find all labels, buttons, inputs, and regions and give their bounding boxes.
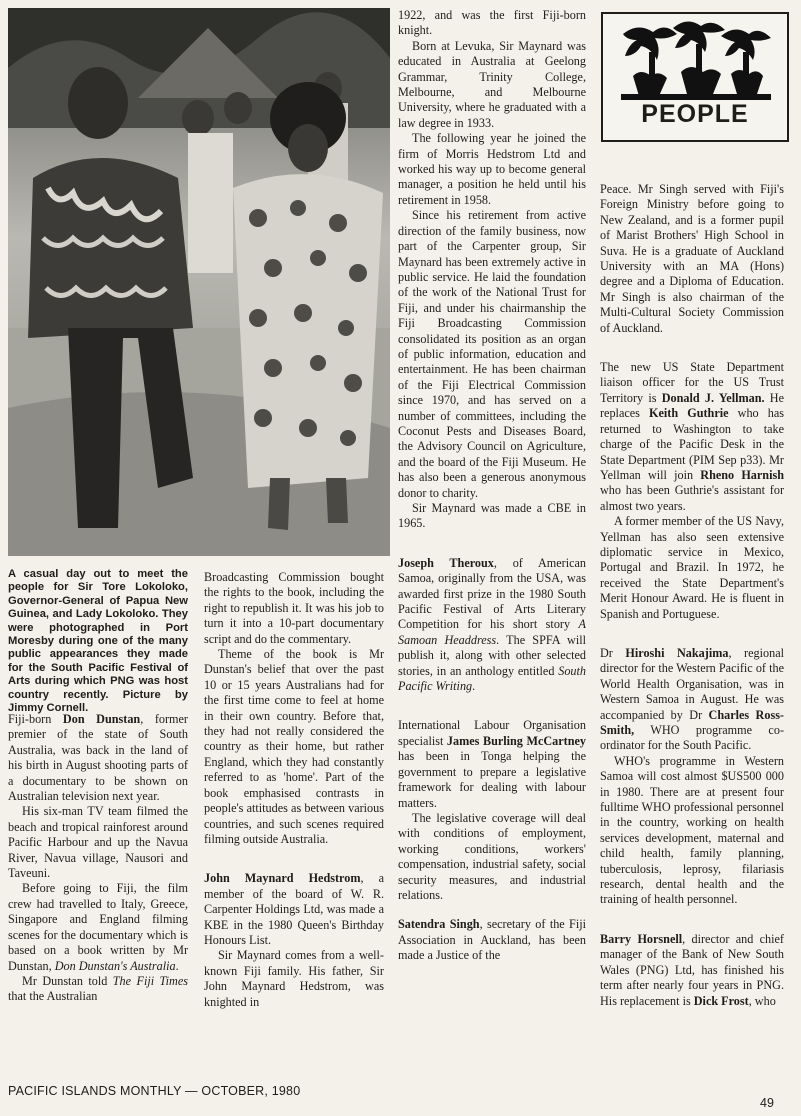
palm-trees-icon — [603, 14, 787, 104]
people-logo-text: PEOPLE — [641, 100, 749, 128]
nakajima-paragraph-1: Dr Hiroshi Nakajima, regional director for the Western Pacific of the World Health Organisation, was in Western Samoa in August. He was accompanied by Dr Charles Ross-Smith, WHO programme co-ordinator for the South Pacific. — [600, 645, 784, 753]
column-1-lower — [8, 712, 188, 1005]
horsnell-paragraph: Barry Horsnell, director and chief manager of the Bank of New South Wales (PNG) Ltd, has finished his term after nearly four years in PNG. His replacement is Dick Frost, who — [600, 931, 784, 1008]
hedstrom-paragraph-5: The following year he joined the firm of Morris Hedstrom Ltd and worked his way up to become general manager, a position he held until his retirement in 1958. — [398, 131, 586, 207]
singh-paragraph-1: Satendra Singh, secretary of the Fiji Association in Auckland, has been made a Justice of the — [398, 917, 586, 963]
theroux-paragraph: Joseph Theroux, of American Samoa, originally from the USA, was awarded first prize in the 1980 South Pacific Festival of Arts Literary Competition for his short story A Samoan Headdress. The SPFA will publish it, along with other selected stories, in an anthology entitled South Pacific Writing. — [398, 555, 586, 694]
column-3 — [398, 8, 586, 964]
people-section-logo — [601, 12, 789, 142]
hedstrom-name: John Maynard Hedstrom — [204, 871, 361, 886]
frost-name: Dick Frost — [693, 993, 749, 1008]
yellman-name: Donald J. Yellman. — [661, 390, 765, 405]
page-number: 49 — [760, 1096, 774, 1110]
singh-paragraph-2: Peace. Mr Singh served with Fiji's Foreign Ministry before going to New Zealand, and is a former pupil of Marist Brothers' High School in Suva. He is a graduate of Auckland University with an MA (Hons) degree and a Diploma of Education. Mr Singh is also chairman of the Multi-Cultural Society Commission of Auckland. — [600, 182, 784, 335]
hedstrom-paragraph-6: Since his retirement from active direction of the family business, now part of the Carpenter group, Sir Maynard has been extremely active in public service. He laid the foundation of the work of the National Trust for Fiji, and under his chairmanship the Fiji Broadcasting Commission consolidated its position as an organ of public information, education and entertainment. He has been chairman of the Fiji Electrical Commission since 1970, and has served on a number of committees, including the Coconut Pests and Diseases Board, the Advisory Council on Agriculture, and the board of the Fiji Museum. He has also been a generous anonymous donor to charity. — [398, 208, 586, 500]
dunstan-paragraph-6: Theme of the book is Mr Dunstan's belief that over the past 10 or 15 years Australians had for the first time come to feel at home in their own country. Before that, they had not really considered the country as their home, but rather England, which they had constantly referred to as 'home'. Part of the book emphasised contrasts in people's attitudes as between various countries, and such scenes required filming outside Australia. — [204, 647, 384, 846]
news-photo — [8, 8, 390, 556]
yellman-paragraph-2: A former member of the US Navy, Yellman has also seen extensive diplomatic service in Mexico, Portugal and Brazil. In 1972, he received the State Department's Merit Honour Award. He is fluent in Spanish and Portuguese. — [600, 514, 784, 621]
dunstan-name: Don Dunstan — [62, 712, 141, 726]
nakajima-paragraph-2: WHO's programme in Western Samoa will cost almost $US500 000 in 1980. There are at present four fulltime WHO professional personnel in the country, working on health services development, maternal and child health, family planning, tuberculosis, leprosy, filariasis research, dental health and the training of health personnel. — [600, 753, 784, 907]
hedstrom-paragraph-7: Sir Maynard was made a CBE in 1965. — [398, 501, 586, 531]
theroux-story-title: A Samoan Headdress — [398, 617, 586, 647]
column-2-lower — [204, 570, 384, 1010]
dunstan-paragraph-4: Mr Dunstan told The Fiji Times that the Australian — [8, 973, 188, 1004]
page-footer: PACIFIC ISLANDS MONTHLY — OCTOBER, 1980 — [8, 1084, 301, 1098]
horsnell-name: Barry Horsnell — [600, 931, 683, 946]
dunstan-book-title: Don Dunstan's Australia — [54, 958, 176, 973]
singh-name: Satendra Singh — [398, 917, 480, 932]
hedstrom-paragraph-3: 1922, and was the first Fiji-born knight. — [398, 8, 586, 38]
mccartney-paragraph-1: International Labour Organisation specialist James Burling McCartney has been in Tonga helping the government to prepare a legislative framework for dealing with labour matters. — [398, 718, 586, 810]
ross-smith-name: Charles Ross-Smith, — [600, 707, 784, 737]
photo-illustration — [8, 8, 390, 556]
hedstrom-paragraph-2: Sir Maynard comes from a well-known Fiji family. His father, Sir John Maynard Hedstrom, was knighted in — [204, 948, 384, 1009]
mccartney-paragraph-2: The legislative coverage will deal with conditions of employment, working conditions, workers' compensation, industrial safety, social security measures, and industrial relations. — [398, 810, 586, 902]
anthology-title: South Pacific Writing — [398, 663, 586, 694]
dunstan-paragraph-5: Broadcasting Commission bought the rights to the book, including the right to republish it. It was his job to turn it into a 10-part documentary script and do the commentary. — [204, 570, 384, 646]
harnish-name: Rheno Harnish — [700, 467, 784, 482]
guthrie-name: Keith Guthrie — [649, 406, 729, 421]
dunstan-paragraph-1: Fiji-born Don Dunstan, former premier of the state of South Australia, was back in the land of his birth in August shooting parts of a documentary to be shown on Australian television next year. — [8, 712, 188, 804]
yellman-paragraph-1: The new US State Department liaison officer for the US Trust Territory is Donald J. Yellman. He replaces Keith Guthrie who has returned to Washington to take charge of the Pacific Desk in the State Department (PIM Sep p33). Mr Yellman will join Rheno Harnish who has been Guthrie's assistant for almost two years. — [600, 360, 784, 513]
dunstan-paragraph-3: Before going to Fiji, the film crew had travelled to Italy, Greece, Singapore and England filming scenes for the documentary which is based on a book written by Mr Dunstan, Don Dunstan's Australia. — [8, 881, 188, 973]
hedstrom-paragraph-1: John Maynard Hedstrom, a member of the board of W. R. Carpenter Holdings Ltd, was made a KBE in the 1980 Queen's Birthday Honours List. — [204, 871, 384, 947]
nakajima-name: Hiroshi Nakajima — [625, 645, 729, 660]
dunstan-paragraph-2: His six-man TV team filmed the beach and tropical rainforest around Pacific Harbour and up the Navua River, Navua village, Nausori and Taveuni. — [8, 804, 188, 881]
hedstrom-paragraph-4: Born at Levuka, Sir Maynard was educated in Australia at Geelong Grammar, Trinity College, Melbourne, and Melbourne University, where he graduated with a law degree in 1933. — [398, 38, 586, 130]
column-4 — [600, 182, 784, 1009]
photo-caption: A casual day out to meet the people for Sir Tore Lokoloko, Governor-General of Papua New Guinea, and Lady Lokoloko. They were photographed in Port Moresby during one of the many public appearances they made for the South Pacific Festival of Arts during which PNG was host country recently. Picture by Jimmy Cornell. — [8, 568, 188, 715]
theroux-name: Joseph Theroux — [398, 555, 494, 570]
fiji-times-title: The Fiji Times — [112, 973, 188, 988]
mccartney-name: James Burling McCartney — [446, 733, 586, 748]
